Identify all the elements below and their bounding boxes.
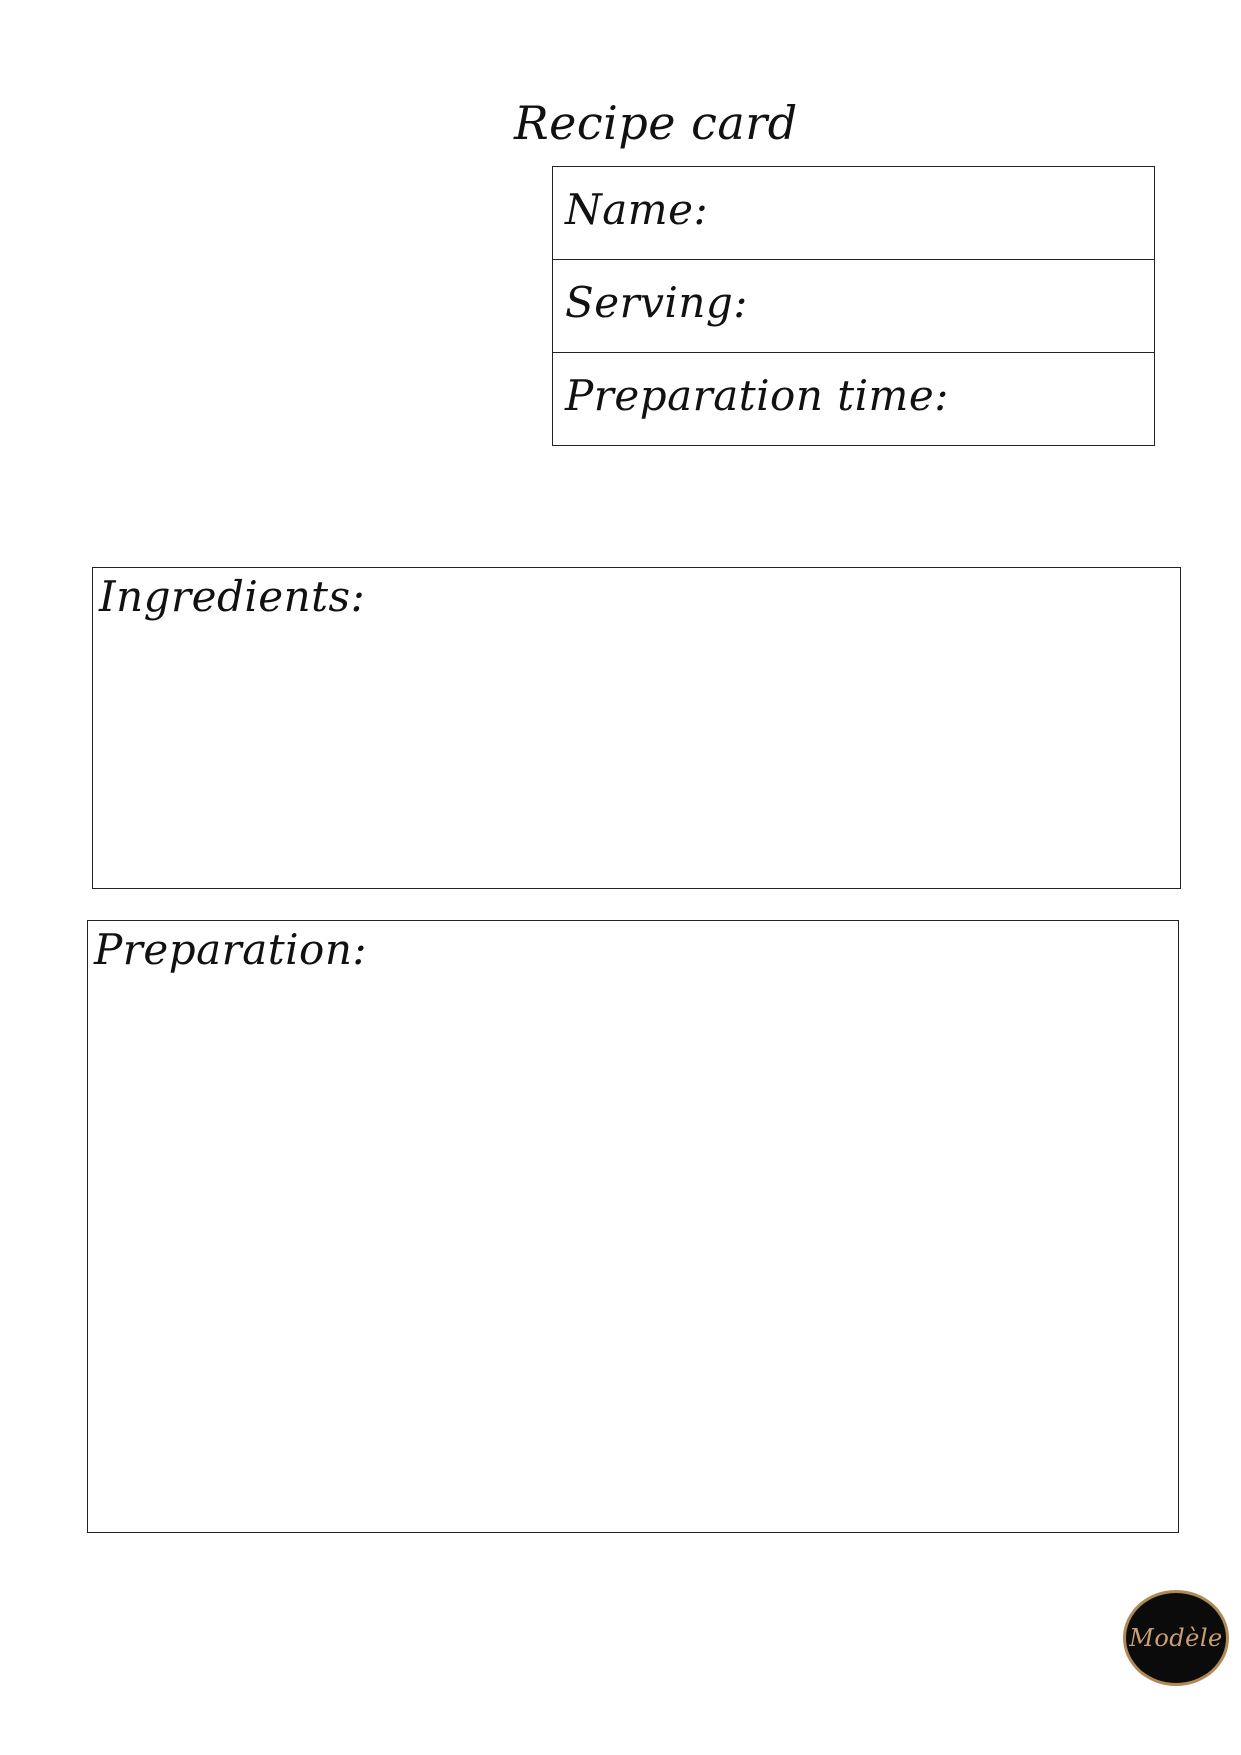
preparation-box[interactable] [87, 920, 1179, 1533]
name-label: Name: [565, 185, 709, 234]
preparation-time-label: Preparation time: [565, 371, 949, 420]
page-title: Recipe card [514, 96, 798, 150]
logo-text: Modèle [1129, 1624, 1223, 1652]
modele-logo-seal [1123, 1590, 1229, 1686]
serving-label: Serving: [565, 278, 748, 327]
recipe-info-box [552, 166, 1155, 446]
preparation-time-field[interactable] [553, 353, 1154, 446]
preparation-label: Preparation: [94, 925, 368, 974]
name-field[interactable] [553, 167, 1154, 260]
serving-field[interactable] [553, 260, 1154, 353]
ingredients-box[interactable] [92, 567, 1181, 889]
ingredients-label: Ingredients: [99, 572, 366, 621]
